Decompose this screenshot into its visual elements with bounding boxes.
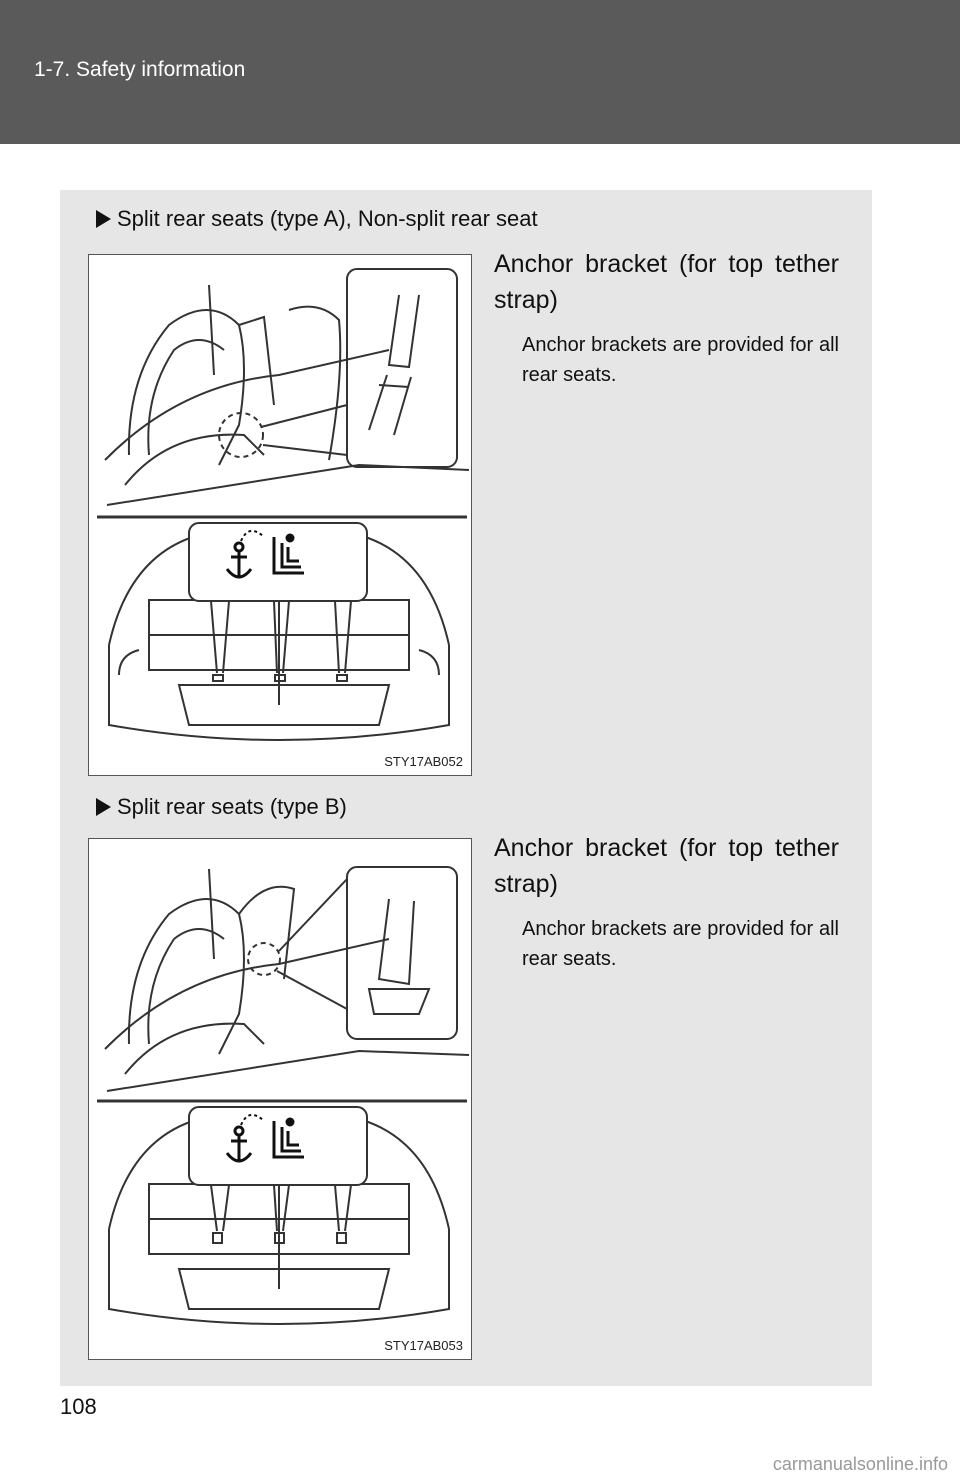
- section-heading-text: Split rear seats (type B): [117, 794, 347, 819]
- figure-type-b: [88, 838, 472, 1360]
- page-number: 108: [60, 1394, 97, 1419]
- section-heading-type-a: [96, 206, 538, 232]
- anchor-bracket-title-a: Anchor bracket (for top tether strap): [494, 250, 839, 314]
- figure-code: STY17AB053: [384, 1338, 463, 1353]
- figure-type-a: [88, 254, 472, 776]
- section-heading-type-b: [96, 794, 347, 820]
- page-header: [0, 0, 960, 144]
- watermark: carmanualsonline.info: [772, 1454, 948, 1474]
- section-heading-text: Split rear seats (type A), Non-split rear seat: [117, 206, 538, 231]
- anchor-illustration-a: [89, 255, 471, 775]
- anchor-bracket-note-b: Anchor brackets are provided for all rear seats.: [522, 918, 839, 970]
- figure-code: STY17AB052: [384, 754, 463, 769]
- anchor-bracket-note-a: Anchor brackets are provided for all rear seats.: [522, 334, 839, 386]
- bullet-triangle-icon: [96, 798, 111, 816]
- anchor-bracket-title-b: Anchor bracket (for top tether strap): [494, 834, 839, 898]
- anchor-illustration-b: [89, 839, 471, 1359]
- bullet-triangle-icon: [96, 210, 111, 228]
- section-title: 1-7. Safety information: [34, 58, 246, 81]
